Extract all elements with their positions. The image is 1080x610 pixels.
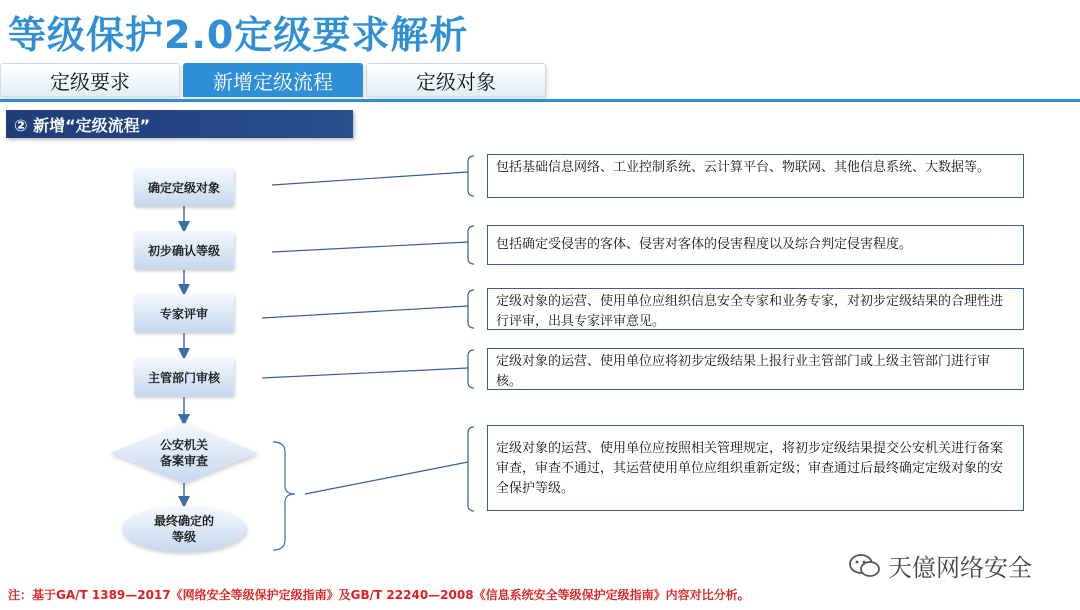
connector-2 xyxy=(272,242,468,252)
description-box-4: 定级对象的运营、使用单位应将初步定级结果上报行业主管部门或上级主管部门进行审核。 xyxy=(487,348,1024,390)
connector-4 xyxy=(262,368,468,378)
bracket-2 xyxy=(468,226,474,264)
tab-grading-requirements[interactable]: 定级要求 xyxy=(0,63,180,97)
description-box-5: 定级对象的运营、使用单位应按照相关管理规定，将初步定级结果提交公安机关进行备案审查，审查不通过，其运营使用单位应组织重新定级；审查通过后最终确定定级对象的安全保护等级。 xyxy=(487,425,1024,511)
group-brace xyxy=(273,442,295,550)
tab-grading-objects[interactable]: 定级对象 xyxy=(366,63,546,97)
bracket-4 xyxy=(468,350,474,388)
description-box-1: 包括基础信息网络、工业控制系统、云计算平台、物联网、其他信息系统、大数据等。 xyxy=(487,154,1024,198)
step-police-filing: 公安机关 备案审查 xyxy=(159,438,208,468)
bracket-1 xyxy=(468,156,474,196)
connector-5 xyxy=(305,462,468,494)
section-header: ② 新增“定级流程” xyxy=(6,110,353,138)
description-box-2: 包括确定受侵害的客体、侵害对客体的侵害程度以及综合判定侵害程度。 xyxy=(487,225,1024,265)
connector-3 xyxy=(262,306,468,318)
wechat-icon xyxy=(848,552,882,580)
step-initial-grade: 初步确认等级 xyxy=(134,231,234,269)
page-title: 等级保护2.0定级要求解析 xyxy=(8,13,469,57)
step-expert-review: 专家评审 xyxy=(134,294,234,332)
step-determine-object: 确定定级对象 xyxy=(134,168,234,206)
tab-new-grading-process[interactable]: 新增定级流程 xyxy=(183,63,363,97)
footnote: 注：基于GA/T 1389—2017《网络安全等级保护定级指南》及GB/T 22240—2008《信息系统安全等级保护定级指南》内容对比分析。 xyxy=(8,588,750,602)
connector-1 xyxy=(272,172,468,185)
watermark-text: 天億网络安全 xyxy=(888,554,1032,582)
step-final-grade: 最终确定的 等级 xyxy=(153,514,214,544)
bracket-3 xyxy=(468,290,474,328)
description-box-3: 定级对象的运营、使用单位应组织信息安全专家和业务专家，对初步定级结果的合理性进行评审，出具专家评审意见。 xyxy=(487,288,1024,330)
watermark xyxy=(848,548,1032,583)
bracket-5 xyxy=(468,427,474,511)
step-authority-review: 主管部门审核 xyxy=(134,358,234,396)
